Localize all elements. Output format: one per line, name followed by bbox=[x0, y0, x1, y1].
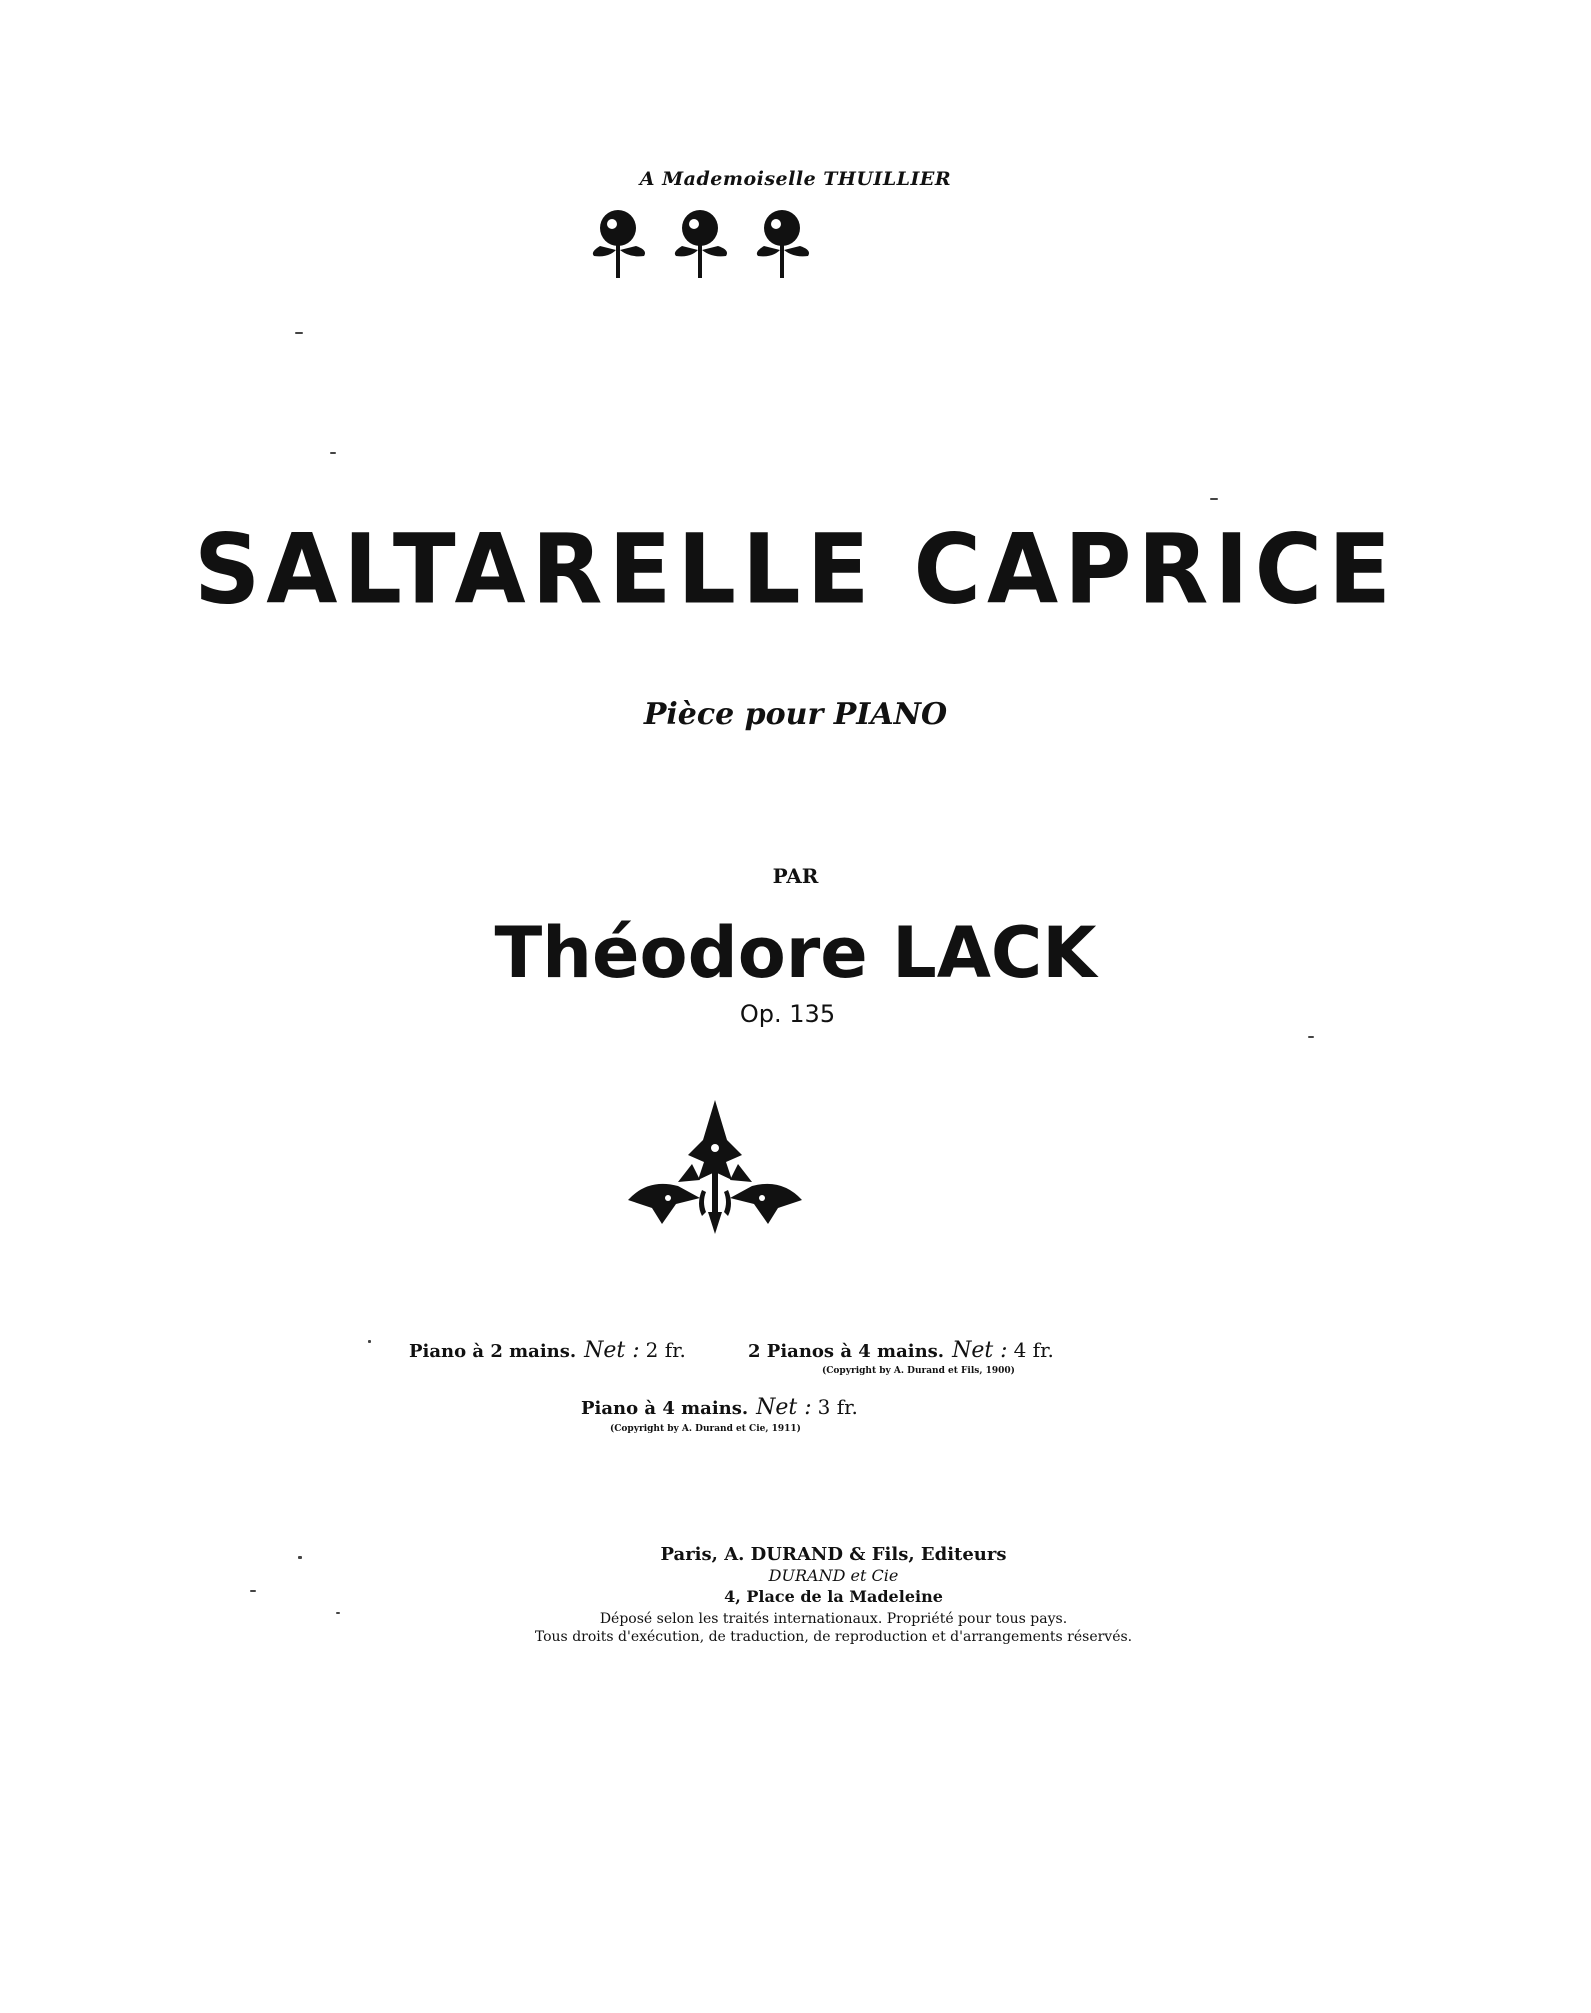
scan-speck bbox=[1210, 498, 1218, 500]
by-label: PAR bbox=[772, 864, 819, 888]
edition-price: 3 fr. bbox=[817, 1395, 858, 1419]
edition-net-label: Net : bbox=[756, 1395, 812, 1420]
publisher-name: Paris, A. DURAND & Fils, Editeurs bbox=[660, 1544, 1007, 1565]
scan-speck bbox=[295, 332, 303, 334]
publisher-address: 4, Place de la Madeleine bbox=[724, 1587, 943, 1606]
edition-copyright: (Copyright by A. Durand et Fils, 1900) bbox=[822, 1366, 1015, 1376]
scan-speck bbox=[298, 1556, 302, 1559]
scan-speck bbox=[330, 452, 336, 454]
subtitle: Pièce pour PIANO bbox=[643, 697, 948, 732]
legal-notice-rights: Tous droits d'exécution, de traduction, de reproduction et d'arrangements réservés. bbox=[534, 1629, 1133, 1645]
scan-speck bbox=[250, 1590, 256, 1592]
leaf-ornament-icon bbox=[608, 1100, 822, 1240]
edition-price: 4 fr. bbox=[1013, 1338, 1054, 1362]
page-title: SALTARELLE CAPRICE bbox=[193, 513, 1398, 626]
edition-net-label: Net : bbox=[952, 1338, 1008, 1363]
edition-copyright: (Copyright by A. Durand et Cie, 1911) bbox=[610, 1424, 801, 1434]
edition-label: Piano à 4 mains. bbox=[581, 1398, 749, 1419]
scan-speck bbox=[336, 1612, 340, 1614]
edition-label: 2 Pianos à 4 mains. bbox=[748, 1341, 945, 1362]
edition-net-label: Net : bbox=[584, 1338, 640, 1363]
scan-speck bbox=[368, 1340, 371, 1343]
publisher-subname: DURAND et Cie bbox=[768, 1566, 899, 1585]
composer-name: Théodore LACK bbox=[494, 912, 1097, 994]
dedication: A Mademoiselle THUILLIER bbox=[639, 168, 952, 190]
legal-notice-deposit: Déposé selon les traités internationaux. Propriété pour tous pays. bbox=[599, 1611, 1068, 1627]
edition-label: Piano à 2 mains. bbox=[409, 1341, 577, 1362]
opus-number: Op. 135 bbox=[739, 1000, 836, 1028]
edition-piano-2-hands bbox=[409, 1338, 686, 1363]
edition-2-pianos-4-hands bbox=[748, 1338, 1054, 1363]
flower-trio-icon bbox=[578, 206, 828, 284]
edition-piano-4-hands bbox=[581, 1395, 858, 1420]
scan-speck bbox=[1308, 1036, 1314, 1038]
edition-price: 2 fr. bbox=[645, 1338, 686, 1362]
